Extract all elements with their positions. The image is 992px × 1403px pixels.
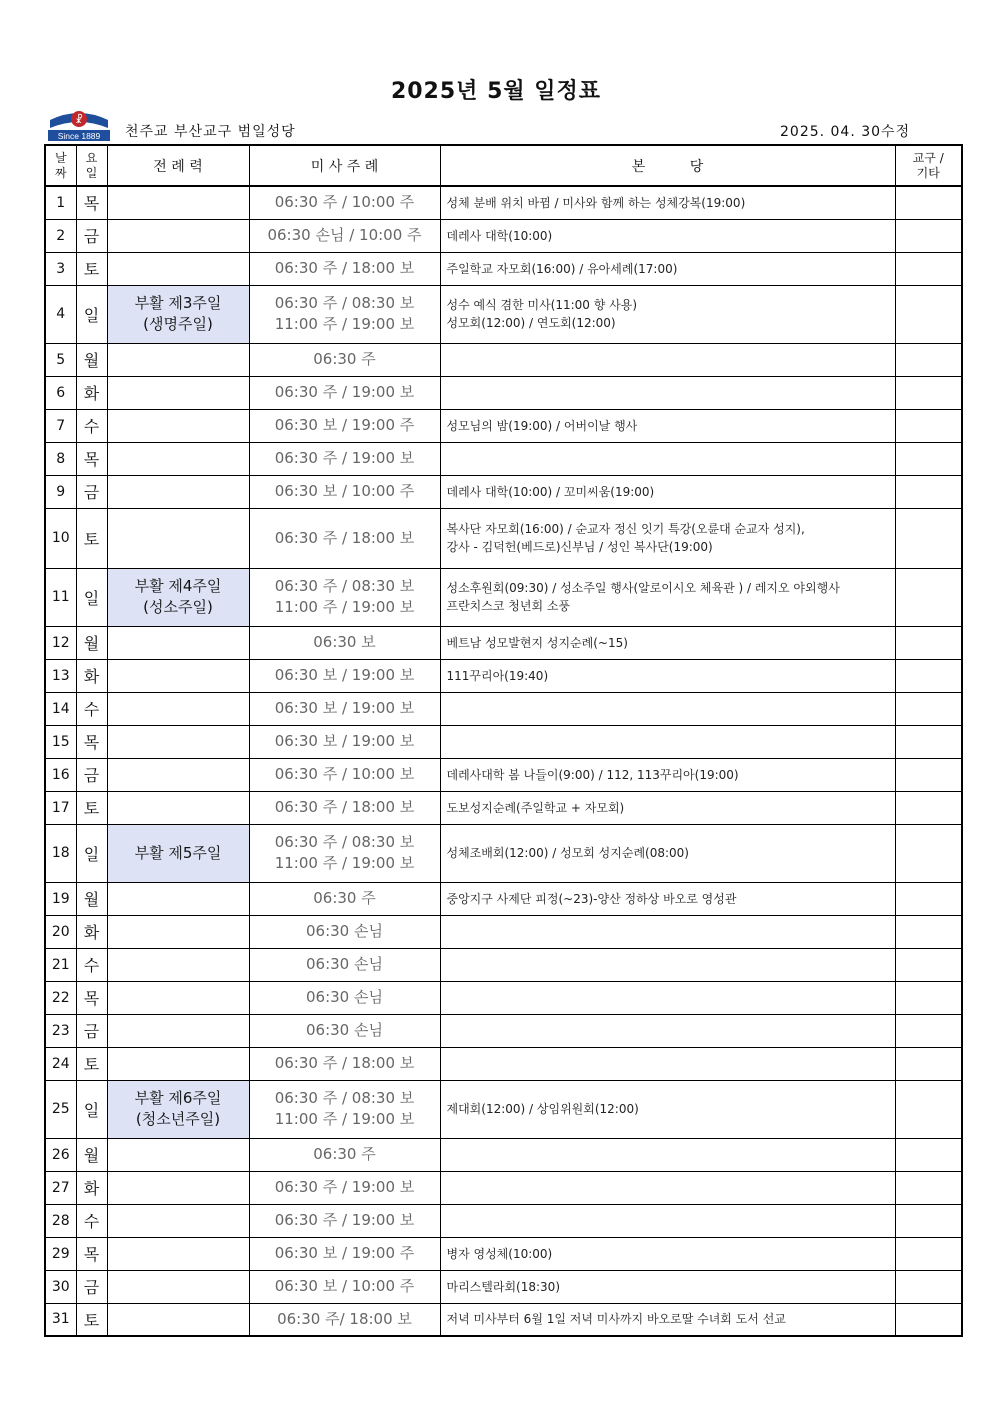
mass-cell: 06:30 주 / 19:00 보 — [249, 1171, 440, 1204]
event-cell: 성수 예식 겸한 미사(11:00 향 사용) 성모회(12:00) / 연도회(12:00) — [440, 285, 895, 343]
day-cell: 30 — [45, 1270, 76, 1303]
schedule-row — [45, 1080, 962, 1138]
weekday-cell: 월 — [76, 343, 107, 376]
liturgy-cell — [107, 508, 249, 568]
liturgy-cell — [107, 1303, 249, 1336]
mass-cell: 06:30 주 / 18:00 보 — [249, 1047, 440, 1080]
liturgy-cell — [107, 442, 249, 475]
day-cell: 1 — [45, 186, 76, 219]
weekday-cell: 토 — [76, 1047, 107, 1080]
day-cell: 25 — [45, 1080, 76, 1138]
day-cell: 11 — [45, 568, 76, 626]
mass-cell: 06:30 주 / 18:00 보 — [249, 252, 440, 285]
liturgy-cell — [107, 409, 249, 442]
schedule-row — [45, 882, 962, 915]
liturgy-cell — [107, 758, 249, 791]
weekday-cell: 수 — [76, 1204, 107, 1237]
header-etc: 교구 / 기타 — [895, 145, 962, 186]
mass-cell: 06:30 주/ 18:00 보 — [249, 1303, 440, 1336]
weekday-cell: 토 — [76, 1303, 107, 1336]
liturgy-cell: 부활 제4주일 (성소주일) — [107, 568, 249, 626]
etc-cell — [895, 475, 962, 508]
liturgy-cell — [107, 376, 249, 409]
etc-cell — [895, 343, 962, 376]
mass-cell: 06:30 보 / 19:00 주 — [249, 409, 440, 442]
weekday-cell: 일 — [76, 568, 107, 626]
liturgy-cell — [107, 915, 249, 948]
event-cell — [440, 948, 895, 981]
etc-cell — [895, 442, 962, 475]
mass-cell: 06:30 보 / 19:00 보 — [249, 659, 440, 692]
weekday-cell: 화 — [76, 915, 107, 948]
day-cell: 12 — [45, 626, 76, 659]
weekday-cell: 목 — [76, 1237, 107, 1270]
mass-cell: 06:30 주 / 19:00 보 — [249, 376, 440, 409]
parish-logo — [46, 106, 112, 142]
etc-cell — [895, 1047, 962, 1080]
mass-cell: 06:30 주 / 19:00 보 — [249, 442, 440, 475]
mass-cell: 06:30 보 / 19:00 보 — [249, 725, 440, 758]
liturgy-cell — [107, 791, 249, 824]
schedule-row — [45, 1138, 962, 1171]
event-cell — [440, 1204, 895, 1237]
event-cell: 데레사 대학(10:00) / 꼬미씨움(19:00) — [440, 475, 895, 508]
event-cell — [440, 1171, 895, 1204]
schedule-row — [45, 219, 962, 252]
event-cell: 성모님의 밤(19:00) / 어버이날 행사 — [440, 409, 895, 442]
schedule-row — [45, 568, 962, 626]
event-cell — [440, 981, 895, 1014]
parish-name: 천주교 부산교구 범일성당 — [125, 124, 296, 140]
event-cell: 성소후원회(09:30) / 성소주일 행사(알로이시오 체육관 ) / 레지오 야외행사 프란치스코 청년회 소풍 — [440, 568, 895, 626]
liturgy-cell — [107, 219, 249, 252]
mass-cell: 06:30 손님 — [249, 948, 440, 981]
event-cell: 병자 영성체(10:00) — [440, 1237, 895, 1270]
liturgy-cell — [107, 186, 249, 219]
weekday-cell: 금 — [76, 1014, 107, 1047]
day-cell: 26 — [45, 1138, 76, 1171]
event-cell — [440, 1138, 895, 1171]
day-cell: 6 — [45, 376, 76, 409]
etc-cell — [895, 791, 962, 824]
liturgy-cell — [107, 1014, 249, 1047]
liturgy-cell — [107, 475, 249, 508]
schedule-row — [45, 1171, 962, 1204]
liturgy-cell — [107, 1171, 249, 1204]
day-cell: 3 — [45, 252, 76, 285]
day-cell: 28 — [45, 1204, 76, 1237]
mass-cell: 06:30 보 / 19:00 주 — [249, 1237, 440, 1270]
etc-cell — [895, 948, 962, 981]
mass-cell: 06:30 주 / 19:00 보 — [249, 1204, 440, 1237]
weekday-cell: 수 — [76, 409, 107, 442]
schedule-row — [45, 252, 962, 285]
day-cell: 14 — [45, 692, 76, 725]
event-cell: 베트남 성모발현지 성지순례(~15) — [440, 626, 895, 659]
event-cell: 도보성지순례(주일학교 + 자모회) — [440, 791, 895, 824]
etc-cell — [895, 508, 962, 568]
etc-cell — [895, 409, 962, 442]
event-cell: 데레사대학 봄 나들이(9:00) / 112, 113꾸리아(19:00) — [440, 758, 895, 791]
mass-cell: 06:30 손님 — [249, 915, 440, 948]
revision-date: 2025. 04. 30수정 — [780, 124, 911, 140]
schedule-row — [45, 1014, 962, 1047]
weekday-cell: 화 — [76, 376, 107, 409]
weekday-cell: 수 — [76, 948, 107, 981]
day-cell: 24 — [45, 1047, 76, 1080]
weekday-cell: 금 — [76, 219, 107, 252]
event-cell: 제대회(12:00) / 상임위원회(12:00) — [440, 1080, 895, 1138]
day-cell: 20 — [45, 915, 76, 948]
liturgy-cell: 부활 제3주일 (생명주일) — [107, 285, 249, 343]
day-cell: 4 — [45, 285, 76, 343]
etc-cell — [895, 1171, 962, 1204]
schedule-row — [45, 508, 962, 568]
day-cell: 15 — [45, 725, 76, 758]
weekday-cell: 화 — [76, 1171, 107, 1204]
etc-cell — [895, 758, 962, 791]
etc-cell — [895, 692, 962, 725]
schedule-row — [45, 948, 962, 981]
day-cell: 22 — [45, 981, 76, 1014]
schedule-row — [45, 824, 962, 882]
mass-cell: 06:30 주 — [249, 882, 440, 915]
mass-cell: 06:30 주 / 08:30 보 11:00 주 / 19:00 보 — [249, 824, 440, 882]
liturgy-cell — [107, 948, 249, 981]
liturgy-cell — [107, 659, 249, 692]
page-title: 2025년 5월 일정표 — [390, 79, 602, 104]
day-cell: 18 — [45, 824, 76, 882]
event-cell: 저녁 미사부터 6월 1일 저녁 미사까지 바오로딸 수녀회 도서 선교 — [440, 1303, 895, 1336]
schedule-row — [45, 915, 962, 948]
header-liturgy: 전 례 력 — [107, 145, 249, 186]
day-cell: 13 — [45, 659, 76, 692]
mass-cell: 06:30 주 / 10:00 보 — [249, 758, 440, 791]
etc-cell — [895, 186, 962, 219]
mass-cell: 06:30 주 / 18:00 보 — [249, 791, 440, 824]
schedule-row — [45, 1237, 962, 1270]
day-cell: 17 — [45, 791, 76, 824]
logo-since-text: Since 1889 — [57, 131, 101, 141]
event-cell — [440, 442, 895, 475]
header-mass: 미 사 주 례 — [249, 145, 440, 186]
weekday-cell: 목 — [76, 442, 107, 475]
event-cell — [440, 725, 895, 758]
liturgy-cell: 부활 제6주일 (청소년주일) — [107, 1080, 249, 1138]
etc-cell — [895, 626, 962, 659]
event-cell: 111꾸리아(19:40) — [440, 659, 895, 692]
liturgy-cell — [107, 1047, 249, 1080]
liturgy-cell — [107, 1138, 249, 1171]
weekday-cell: 수 — [76, 692, 107, 725]
day-cell: 5 — [45, 343, 76, 376]
event-cell: 중앙지구 사제단 피정(~23)-양산 정하상 바오로 영성관 — [440, 882, 895, 915]
svg-text:☧: ☧ — [75, 115, 83, 126]
etc-cell — [895, 376, 962, 409]
weekday-cell: 일 — [76, 285, 107, 343]
weekday-cell: 토 — [76, 252, 107, 285]
etc-cell — [895, 568, 962, 626]
event-cell: 주일학교 자모회(16:00) / 유아세례(17:00) — [440, 252, 895, 285]
liturgy-cell: 부활 제5주일 — [107, 824, 249, 882]
mass-cell: 06:30 손님 / 10:00 주 — [249, 219, 440, 252]
day-cell: 8 — [45, 442, 76, 475]
mass-cell: 06:30 보 — [249, 626, 440, 659]
etc-cell — [895, 915, 962, 948]
schedule-row — [45, 758, 962, 791]
mass-cell: 06:30 주 — [249, 1138, 440, 1171]
weekday-cell: 월 — [76, 626, 107, 659]
liturgy-cell — [107, 1237, 249, 1270]
schedule-row — [45, 659, 962, 692]
etc-cell — [895, 252, 962, 285]
schedule-row — [45, 1204, 962, 1237]
schedule-row — [45, 725, 962, 758]
day-cell: 27 — [45, 1171, 76, 1204]
weekday-cell: 토 — [76, 791, 107, 824]
etc-cell — [895, 824, 962, 882]
weekday-cell: 월 — [76, 1138, 107, 1171]
liturgy-cell — [107, 252, 249, 285]
schedule-row — [45, 343, 962, 376]
schedule-row — [45, 285, 962, 343]
mass-cell: 06:30 보 / 19:00 보 — [249, 692, 440, 725]
liturgy-cell — [107, 343, 249, 376]
weekday-cell: 화 — [76, 659, 107, 692]
mass-cell: 06:30 보 / 10:00 주 — [249, 1270, 440, 1303]
header-day: 날 짜 — [45, 145, 76, 186]
day-cell: 29 — [45, 1237, 76, 1270]
schedule-row — [45, 1303, 962, 1336]
schedule-row — [45, 981, 962, 1014]
weekday-cell: 목 — [76, 186, 107, 219]
etc-cell — [895, 725, 962, 758]
weekday-cell: 토 — [76, 508, 107, 568]
mass-cell: 06:30 손님 — [249, 981, 440, 1014]
day-cell: 2 — [45, 219, 76, 252]
etc-cell — [895, 882, 962, 915]
header-main: 본 당 — [440, 145, 895, 186]
event-cell — [440, 915, 895, 948]
weekday-cell: 목 — [76, 725, 107, 758]
mass-cell: 06:30 주 / 08:30 보 11:00 주 / 19:00 보 — [249, 285, 440, 343]
day-cell: 7 — [45, 409, 76, 442]
schedule-row — [45, 442, 962, 475]
etc-cell — [895, 1270, 962, 1303]
event-cell — [440, 692, 895, 725]
schedule-row — [45, 1047, 962, 1080]
mass-cell: 06:30 주 / 08:30 보 11:00 주 / 19:00 보 — [249, 1080, 440, 1138]
day-cell: 16 — [45, 758, 76, 791]
etc-cell — [895, 1204, 962, 1237]
event-cell — [440, 1047, 895, 1080]
liturgy-cell — [107, 725, 249, 758]
day-cell: 19 — [45, 882, 76, 915]
schedule-body — [45, 186, 962, 1336]
mass-cell: 06:30 주 / 18:00 보 — [249, 508, 440, 568]
etc-cell — [895, 1080, 962, 1138]
liturgy-cell — [107, 882, 249, 915]
mass-cell: 06:30 손님 — [249, 1014, 440, 1047]
weekday-cell: 금 — [76, 758, 107, 791]
etc-cell — [895, 659, 962, 692]
etc-cell — [895, 1237, 962, 1270]
schedule-row — [45, 626, 962, 659]
liturgy-cell — [107, 692, 249, 725]
header-weekday: 요 일 — [76, 145, 107, 186]
schedule-row — [45, 409, 962, 442]
schedule-row — [45, 186, 962, 219]
etc-cell — [895, 1014, 962, 1047]
header-row — [45, 145, 962, 186]
event-cell: 성체 분배 위치 바뀜 / 미사와 함께 하는 성체강복(19:00) — [440, 186, 895, 219]
liturgy-cell — [107, 1270, 249, 1303]
day-cell: 10 — [45, 508, 76, 568]
weekday-cell: 금 — [76, 1270, 107, 1303]
schedule-row — [45, 376, 962, 409]
weekday-cell: 월 — [76, 882, 107, 915]
day-cell: 31 — [45, 1303, 76, 1336]
day-cell: 21 — [45, 948, 76, 981]
schedule-row — [45, 1270, 962, 1303]
etc-cell — [895, 1303, 962, 1336]
event-cell: 성체조배회(12:00) / 성모회 성지순례(08:00) — [440, 824, 895, 882]
weekday-cell: 일 — [76, 1080, 107, 1138]
liturgy-cell — [107, 981, 249, 1014]
liturgy-cell — [107, 626, 249, 659]
day-cell: 23 — [45, 1014, 76, 1047]
event-cell: 마리스텔라회(18:30) — [440, 1270, 895, 1303]
weekday-cell: 목 — [76, 981, 107, 1014]
etc-cell — [895, 285, 962, 343]
mass-cell: 06:30 주 — [249, 343, 440, 376]
weekday-cell: 일 — [76, 824, 107, 882]
weekday-cell: 금 — [76, 475, 107, 508]
liturgy-cell — [107, 1204, 249, 1237]
mass-cell: 06:30 보 / 10:00 주 — [249, 475, 440, 508]
event-cell: 데레사 대학(10:00) — [440, 219, 895, 252]
mass-cell: 06:30 주 / 10:00 주 — [249, 186, 440, 219]
event-cell: 복사단 자모회(16:00) / 순교자 정신 잇기 특강(오륜대 순교자 성지), 강사 - 김덕헌(베드로)신부님 / 성인 복사단(19:00) — [440, 508, 895, 568]
event-cell — [440, 376, 895, 409]
event-cell — [440, 1014, 895, 1047]
mass-cell: 06:30 주 / 08:30 보 11:00 주 / 19:00 보 — [249, 568, 440, 626]
schedule-row — [45, 692, 962, 725]
day-cell: 9 — [45, 475, 76, 508]
event-cell — [440, 343, 895, 376]
schedule-row — [45, 475, 962, 508]
schedule-table — [44, 144, 963, 1337]
etc-cell — [895, 981, 962, 1014]
etc-cell — [895, 1138, 962, 1171]
etc-cell — [895, 219, 962, 252]
schedule-row — [45, 791, 962, 824]
